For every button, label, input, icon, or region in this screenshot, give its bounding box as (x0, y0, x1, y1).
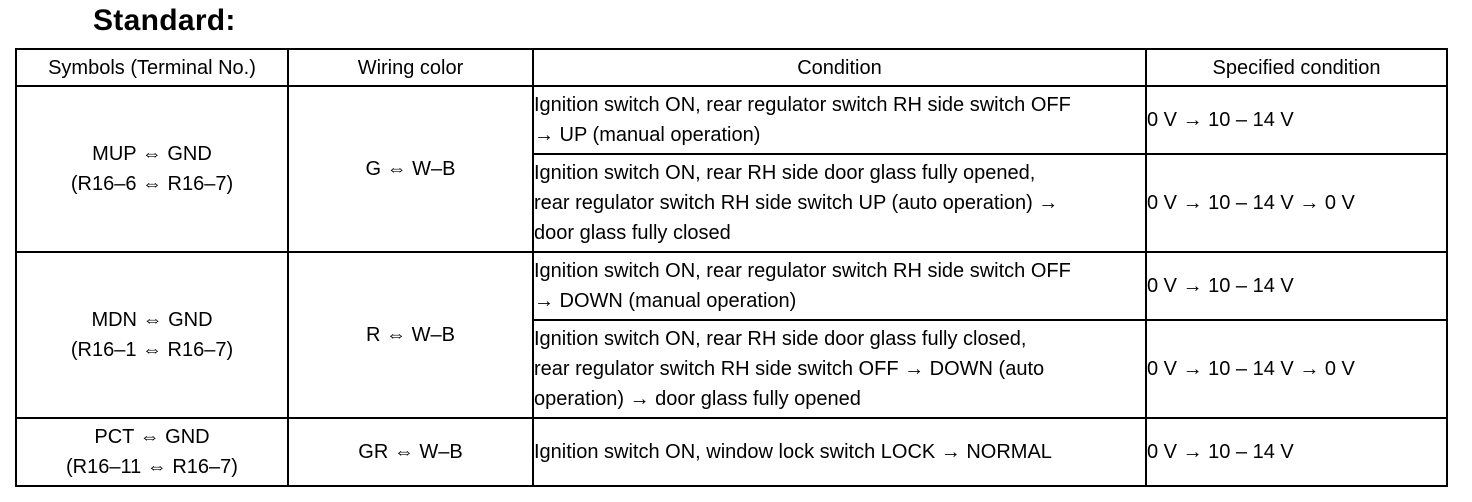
terminal-numbers: (R16–11 ⇔ R16–7) (66, 456, 238, 478)
condition-line: rear regulator switch RH side switch UP (auto operation) → (534, 192, 1059, 214)
specified-condition-cell: 0 V → 10 – 14 V → 0 V (1146, 320, 1447, 418)
condition-line: rear regulator switch RH side switch OFF → DOWN (auto (534, 358, 1045, 380)
condition-cell (533, 86, 1146, 154)
condition-line: Ignition switch ON, rear RH side door glass fully opened, (534, 162, 1036, 184)
condition-cell (533, 252, 1146, 320)
header-specified-condition: Specified condition (1146, 49, 1447, 86)
wiring-color-cell: R ⇔ W–B (288, 252, 533, 418)
page-title: Standard: (93, 4, 236, 37)
condition-cell (533, 418, 1146, 486)
symbol-name: MDN ⇔ GND (91, 309, 213, 331)
condition-line: operation) → door glass fully opened (534, 388, 861, 410)
symbol-name: MUP ⇔ GND (92, 143, 212, 165)
terminal-numbers: (R16–1 ⇔ R16–7) (70, 339, 234, 361)
symbol-cell (16, 418, 288, 486)
terminal-numbers: (R16–6 ⇔ R16–7) (70, 173, 234, 195)
condition-line: Ignition switch ON, rear regulator switch RH side switch OFF (534, 260, 1071, 282)
header-wiring-color: Wiring color (288, 49, 533, 86)
condition-line: Ignition switch ON, rear regulator switch RH side switch OFF (534, 94, 1071, 116)
condition-cell (533, 154, 1146, 252)
condition-line: Ignition switch ON, rear RH side door glass fully closed, (534, 328, 1027, 350)
wiring-color-cell: G ⇔ W–B (288, 86, 533, 252)
header-condition: Condition (533, 49, 1146, 86)
symbol-name: PCT ⇔ GND (94, 426, 210, 448)
symbol-cell (16, 86, 288, 252)
condition-line: → DOWN (manual operation) (534, 290, 797, 312)
condition-line: → UP (manual operation) (534, 124, 761, 146)
condition-line: door glass fully closed (534, 222, 731, 244)
table-row (16, 86, 1447, 154)
specified-condition-cell: 0 V → 10 – 14 V (1146, 252, 1447, 320)
table-row (16, 418, 1447, 486)
symbol-cell (16, 252, 288, 418)
condition-cell (533, 320, 1146, 418)
table-header-row (16, 49, 1447, 86)
condition-line: Ignition switch ON, window lock switch LOCK → NORMAL (534, 441, 1052, 463)
header-symbols: Symbols (Terminal No.) (16, 49, 288, 86)
table-row (16, 252, 1447, 320)
standard-spec-table (15, 48, 1448, 487)
specified-condition-cell: 0 V → 10 – 14 V (1146, 86, 1447, 154)
specified-condition-cell: 0 V → 10 – 14 V → 0 V (1146, 154, 1447, 252)
specified-condition-cell: 0 V → 10 – 14 V (1146, 418, 1447, 486)
wiring-color-cell: GR ⇔ W–B (288, 418, 533, 486)
